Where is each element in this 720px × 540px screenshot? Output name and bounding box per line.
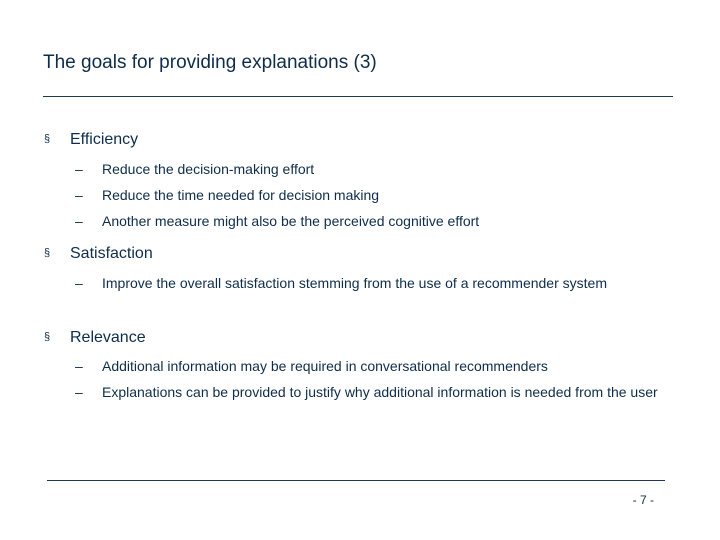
list-item-text: Another measure might also be the perceived cognitive effort	[102, 213, 480, 229]
list-item	[75, 211, 665, 232]
section-efficiency	[44, 131, 138, 149]
section-heading: Satisfaction	[70, 245, 153, 262]
list-item-text: Explanations can be provided to justify why additional information is needed from the user	[102, 384, 658, 400]
list-item	[75, 273, 655, 294]
list-item	[75, 185, 665, 206]
section-relevance	[44, 329, 146, 347]
list-item-text: Additional information may be required in conversational recommenders	[102, 358, 548, 374]
section-satisfaction	[44, 245, 153, 263]
list-item-text: Improve the overall satisfaction stemming from the use of a recommender system	[102, 275, 607, 291]
list-item	[75, 159, 665, 180]
section-heading: Relevance	[70, 329, 146, 346]
page-number: - 7 -	[632, 493, 654, 507]
bullet-icon: §	[44, 247, 51, 259]
dash-icon: –	[75, 161, 83, 177]
section-heading: Efficiency	[70, 131, 139, 148]
dash-icon: –	[75, 187, 83, 203]
list-item-text: Reduce the decision-making effort	[102, 161, 315, 177]
dash-icon: –	[75, 275, 83, 291]
dash-icon: –	[75, 358, 83, 374]
list-item	[75, 356, 665, 377]
bullet-icon: §	[44, 331, 51, 343]
footer-divider	[47, 480, 665, 481]
slide-title: The goals for providing explanations (3)	[43, 52, 377, 73]
bullet-icon: §	[44, 133, 51, 145]
list-item	[75, 382, 665, 403]
dash-icon: –	[75, 384, 83, 400]
title-divider	[43, 96, 673, 97]
dash-icon: –	[75, 213, 83, 229]
list-item-text: Reduce the time needed for decision making	[102, 187, 380, 203]
